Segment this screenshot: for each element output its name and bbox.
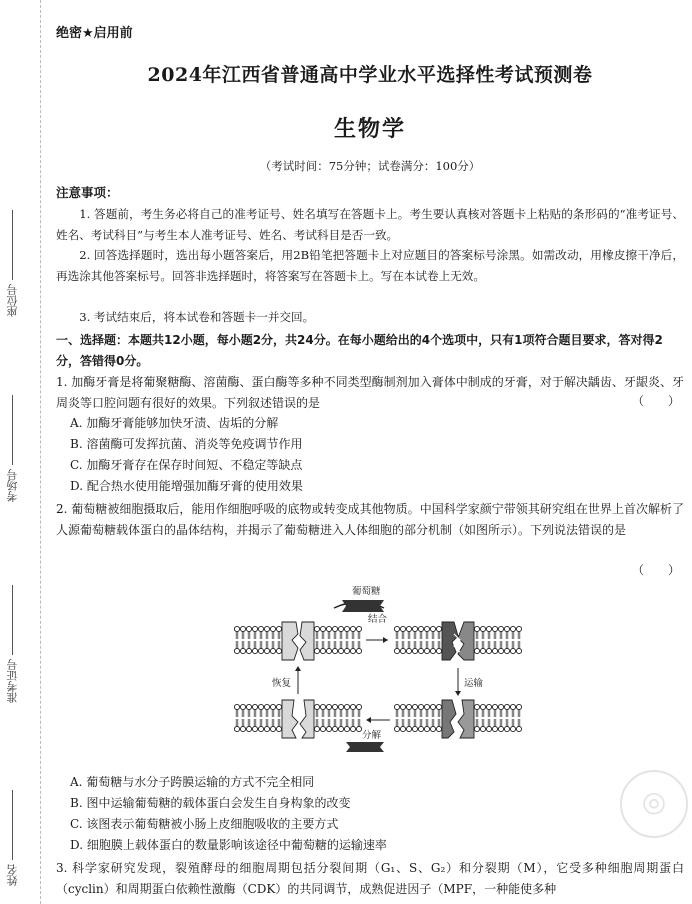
exam-room-field bbox=[2, 395, 24, 502]
exam-title: 2024年江西省普通高中学业水平选择性考试预测卷 bbox=[147, 64, 593, 86]
notice-item: 2. 回答选择题时，选出每小题答案后，用2B铅笔把答题卡上对应题目的答案标号涂黑。如需改动，用橡皮擦干净后，再选涂其他答案标号。回答非选择题时，将答案写在答题卡上。写在本试卷上无效。 bbox=[56, 248, 684, 283]
ticket-number-field bbox=[2, 585, 24, 703]
room-label: 考场号 bbox=[6, 469, 19, 502]
name-field bbox=[2, 790, 24, 886]
watermark-logo: ◎ bbox=[620, 770, 688, 838]
notice-item: 3. 考试结束后，将本试卷和答题卡一并交回。 bbox=[79, 310, 315, 324]
seat-label: 座位号 bbox=[6, 284, 19, 317]
answer-bracket: （ ） bbox=[631, 394, 680, 408]
question-3-stem: 3. 科学家研究发现，裂殖酵母的细胞周期包括分裂间期（G₁、S、G₂）和分裂期（M），它受多种细胞周期蛋白（cyclin）和周期蛋白依赖性激酶（CDK）的共同调节，成熟促进因子（MPF，一种能使多种 bbox=[56, 861, 684, 896]
transport-label: 运输 bbox=[464, 678, 484, 689]
subject-title: 生物学 bbox=[333, 117, 406, 142]
seat-number-field bbox=[2, 210, 24, 317]
option-b: B. 图中运输葡萄糖的载体蛋白会发生自身构象的改变 bbox=[70, 796, 351, 810]
glucose-label: 葡萄糖 bbox=[352, 586, 381, 597]
notice-item: 1. 答题前，考生务必将自己的准考证号、姓名填写在答题卡上。考生要认真核对答题卡上粘贴的条形码的“准考证号、姓名、考试科目”与考生本人准考证号、姓名、考试科目是否一致。 bbox=[56, 207, 684, 242]
question-2-stem: 2. 葡萄糖被细胞摄取后，能用作细胞呼吸的底物或转变成其他物质。中国科学家颜宁带领其研究组在世界上首次解析了人源葡萄糖载体蛋白的晶体结构，并揭示了葡萄糖进入人体细胞的部分机制（如图所示）。下列说法错误的是 bbox=[56, 502, 684, 537]
name-label: 姓名 bbox=[6, 864, 19, 886]
answer-bracket: （ ） bbox=[631, 563, 680, 577]
question-1-stem: 1. 加酶牙膏是将葡聚糖酶、溶菌酶、蛋白酶等多种不同类型酶制剂加入膏体中制成的牙膏，对于解决龋齿、牙龈炎、牙周炎等口腔问题有很好的效果。下列叙述错误的是 bbox=[56, 375, 684, 410]
decompose-label: 分解 bbox=[362, 730, 382, 741]
exam-info: （考试时间：75分钟；试卷满分：100分） bbox=[259, 159, 481, 173]
option-d: D. 配合热水使用能增强加酶牙膏的使用效果 bbox=[70, 479, 303, 493]
option-a: A. 加酶牙膏能够加快牙渍、齿垢的分解 bbox=[70, 416, 279, 430]
option-a: A. 葡萄糖与水分子跨膜运输的方式不完全相同 bbox=[70, 775, 315, 789]
option-c: C. 该图表示葡萄糖被小肠上皮细胞吸收的主要方式 bbox=[70, 817, 339, 831]
bind-label: 结合 bbox=[368, 614, 388, 625]
notice-heading: 注意事项： bbox=[56, 185, 119, 200]
option-b: B. 溶菌酶可发挥抗菌、消炎等免疫调节作用 bbox=[70, 437, 303, 451]
binding-margin bbox=[0, 0, 41, 904]
ticket-label: 准考证号 bbox=[6, 659, 19, 703]
glucose-transport-diagram bbox=[234, 586, 524, 756]
option-c: C. 加酶牙膏存在保存时间短、不稳定等缺点 bbox=[70, 458, 303, 472]
option-d: D. 细胞膜上载体蛋白的数量影响该途径中葡萄糖的运输速率 bbox=[70, 838, 387, 852]
section-heading: 一、选择题：本题共12小题，每小题2分，共24分。在每小题给出的4个选项中，只有1项符合题目要求，答对得2分，答错得0分。 bbox=[56, 333, 663, 368]
restore-label: 恢复 bbox=[272, 678, 292, 689]
confidential-label: 绝密★启用前 bbox=[56, 26, 133, 41]
